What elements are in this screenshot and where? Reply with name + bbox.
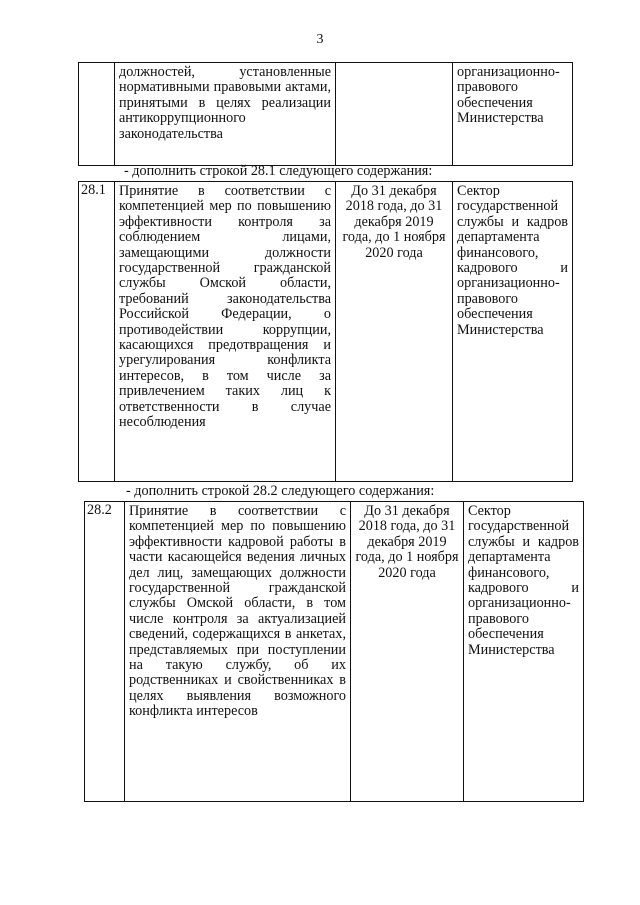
continuation-table: [78, 62, 573, 166]
task-cell: Принятие в соответствии с компетенцией мер по повышению эффективности контроля за соблюдением лицами, замещающими должности государственной гражданской службы Омской области, требований законодательства Российской Федерации, о противодействии коррупции, касающихся предотвращения и урегулирования конфликта интересов, в том числе за привлечением таких лиц к ответственности в случае несоблюдения: [115, 182, 336, 482]
responsible-cell: организационно-правового обеспечения Министерства: [453, 63, 573, 166]
row-28-2-table: [84, 501, 584, 802]
deadline-cell: До 31 декабря 2018 года, до 31 декабря 2019 года, до 1 ноября 2020 года: [351, 502, 464, 802]
row-number-cell: 28.2: [85, 502, 125, 802]
responsible-cell: Сектор государственной службы и кадров департамента финансового, кадрового и организационно-правового обеспечения Министерства: [464, 502, 584, 802]
page-number: 3: [316, 32, 324, 47]
responsible-cell: Сектор государственной службы и кадров департамента финансового, кадрового и организационно-правового обеспечения Министерства: [453, 182, 573, 482]
deadline-cell: [336, 63, 453, 166]
row-number-cell: [79, 63, 115, 166]
insert-note-28-2: - дополнить строкой 28.2 следующего содержания:: [126, 483, 435, 499]
table-row: [79, 63, 573, 166]
task-cell: Принятие в соответствии с компетенцией мер по повышению эффективности кадровой работы в части касающейся ведения личных дел лиц, замещающих должности государственной гражданской службы Омской области, в том числе контроля за актуализацией сведений, содержащихся в анкетах, представляемых при поступлении на такую службу, об их родственниках и свойственниках в целях выявления возможного конфликта интересов: [125, 502, 351, 802]
deadline-cell: До 31 декабря 2018 года, до 31 декабря 2019 года, до 1 ноября 2020 года: [336, 182, 453, 482]
row-28-1-table: [78, 181, 573, 482]
insert-note-28-1: - дополнить строкой 28.1 следующего содержания:: [124, 163, 433, 179]
row-number-cell: 28.1: [79, 182, 115, 482]
table-row: [79, 182, 573, 482]
table-row: [85, 502, 584, 802]
task-cell: должностей, установленные нормативными правовыми актами, принятыми в целях реализации антикоррупционного законодательства: [115, 63, 336, 166]
